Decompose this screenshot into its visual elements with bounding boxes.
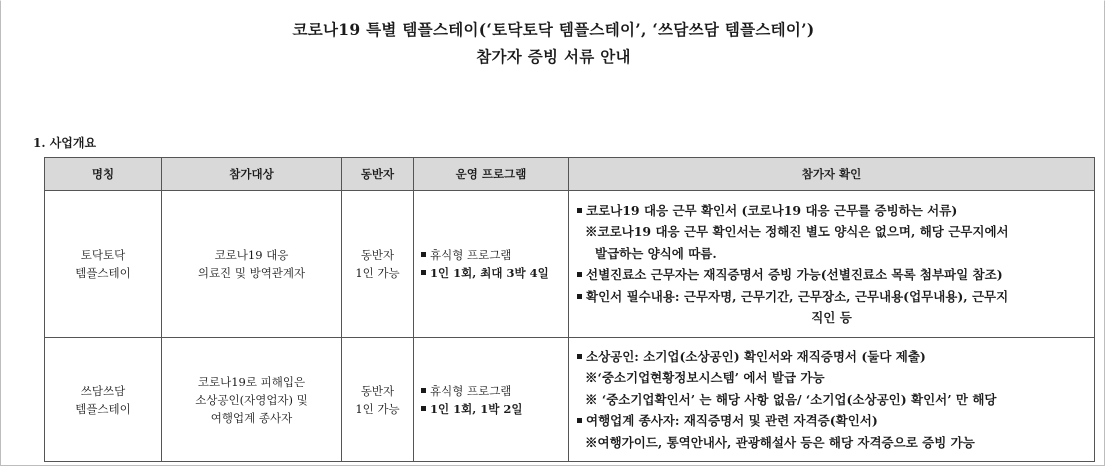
header-target: 참가대상: [162, 158, 342, 191]
target-line: 코로나19 대응: [214, 248, 289, 262]
target-line: 코로나19로 피해입은: [197, 374, 306, 389]
bullet-icon: [577, 208, 582, 213]
check-text: 확인서 필수내용: 근무자명, 근무기간, 근무장소, 근무내용(업무내용), 근무지: [586, 288, 1009, 304]
table-header-row: [45, 158, 1095, 191]
target-line: 여행업계 종사자: [210, 410, 293, 425]
bullet-icon: [421, 252, 426, 257]
bullet-icon: [577, 272, 582, 277]
program-table: [44, 157, 1095, 462]
check-line: ※여행가이드, 통역안내사, 관광해설사 등은 해당 자격증으로 증빙 가능: [585, 434, 975, 450]
cell-target: [162, 338, 342, 462]
check-text: 소상공인: 소기업(소상공인) 확인서와 재직증명서 (둘다 제출): [586, 348, 926, 364]
check-line: [577, 286, 1086, 308]
program-line: [421, 246, 564, 264]
cell-check: [569, 191, 1095, 338]
companion-line: 1인 가능: [355, 266, 400, 280]
cell-target: [162, 191, 342, 338]
section-heading: 1. 사업개요: [33, 136, 97, 150]
program-line: [421, 264, 564, 282]
bullet-icon: [421, 270, 426, 275]
cell-name: [45, 338, 162, 462]
target-line: 소상공인(자영업자) 및: [195, 392, 308, 407]
name-line: 템플스테이: [75, 266, 131, 280]
check-text: 선별진료소 근무자는 재직증명서 증빙 가능(선별진료소 목록 첨부파일 참조): [586, 267, 1003, 282]
name-line: 쓰담쓰담: [80, 383, 126, 398]
document-title: 코로나19 특별 템플스테이(‘토닥토닥 템플스테이’, ‘쓰담쓰담 템플스테이’): [292, 20, 815, 39]
document-subtitle: 참가자 증빙 서류 안내: [476, 47, 631, 66]
program-text: 1인 1회, 최대 3박 4일: [430, 266, 549, 280]
cell-program: [414, 191, 569, 338]
name-line: 템플스테이: [75, 401, 131, 416]
bullet-icon: [421, 388, 426, 393]
check-line: [577, 264, 1086, 286]
cell-check: [569, 338, 1095, 462]
header-name: 명칭: [45, 158, 162, 191]
table-row: [45, 338, 1095, 462]
header-program: 운영 프로그램: [414, 158, 569, 191]
program-text: 휴식형 프로그램: [430, 248, 512, 262]
cell-name: [45, 191, 162, 338]
companion-line: 동반자: [360, 383, 395, 398]
cell-companion: [342, 338, 414, 462]
check-line: ※ ‘중소기업확인서’ 는 해당 사항 없음/ ‘소기업(소상공인) 확인서’ 만 해당: [585, 391, 997, 407]
cell-program: [414, 338, 569, 462]
check-line: [577, 410, 1086, 432]
check-line: 발급하는 양식에 따름.: [595, 245, 717, 261]
check-line: ※‘중소기업현황정보시스템’ 에서 발급 가능: [585, 370, 825, 386]
header-check: 참가자 확인: [569, 158, 1095, 191]
check-line: 직인 등: [811, 310, 852, 325]
companion-line: 동반자: [360, 248, 395, 262]
table-row: [45, 191, 1095, 338]
bullet-icon: [577, 418, 582, 423]
check-text: 코로나19 대응 근무 확인서 (코로나19 대응 근무를 증빙하는 서류): [586, 202, 958, 218]
program-line: [421, 382, 564, 400]
program-text: 1인 1회, 1박 2일: [430, 401, 523, 416]
bullet-icon: [421, 406, 426, 411]
check-text: 여행업계 종사자: 재직증명서 및 관련 자격증(확인서): [586, 413, 878, 429]
cell-companion: [342, 191, 414, 338]
target-line: 의료진 및 방역관계자: [197, 266, 306, 280]
check-line: [577, 200, 1086, 222]
companion-line: 1인 가능: [355, 401, 400, 416]
program-line: [421, 400, 564, 418]
header-companion: 동반자: [342, 158, 414, 191]
bullet-icon: [577, 354, 582, 359]
check-line: ※코로나19 대응 근무 확인서는 정해진 별도 양식은 없으며, 해당 근무지에서: [585, 224, 1009, 239]
name-line: 토닥토닥: [80, 248, 126, 262]
check-line: [577, 346, 1086, 368]
bullet-icon: [577, 294, 582, 299]
program-text: 휴식형 프로그램: [430, 383, 512, 398]
